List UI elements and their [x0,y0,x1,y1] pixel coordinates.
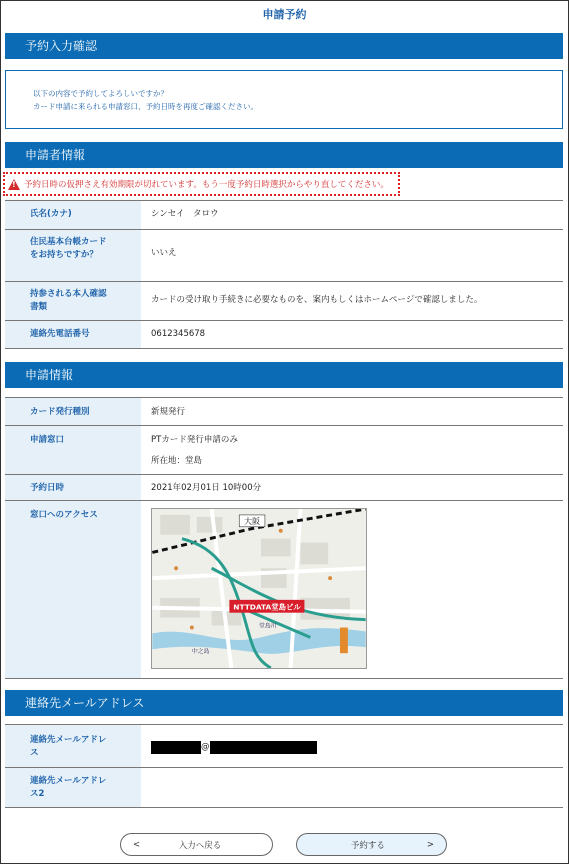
table-row [5,475,563,501]
redacted-email-user [151,741,201,754]
expiry-warning [3,172,400,196]
access-label: 窓口へのアクセス [5,501,141,678]
email2-label: 連絡先メールアドレス2 [5,768,141,807]
email-value [141,725,563,767]
confirm-section-header: 予約入力確認 [5,33,563,59]
table-row [5,230,563,282]
map-label-dojimagawa: 堂島川 [259,623,277,630]
juki-card-label: 住民基本台帳カードをお持ちですか？ [5,230,141,281]
access-map [151,508,367,669]
reserve-button-label: 予約する [350,840,385,851]
application-table [5,397,563,679]
email-label: 連絡先メールアドレス [5,725,141,767]
window-label: 申請窓口 [5,426,141,474]
email-section-header: 連絡先メールアドレス [5,690,563,716]
juki-card-value: いいえ [151,248,177,258]
applicant-table [5,200,563,349]
table-row [5,282,563,321]
forward-arrow-icon: > [426,839,434,850]
email2-value [141,768,563,807]
email-at-sign: @ [201,742,210,752]
datetime-label: 予約日時 [5,475,141,500]
table-row [5,426,563,475]
back-arrow-icon: < [133,839,141,850]
redacted-email-domain [210,741,317,754]
phone-value: 0612345678 [151,329,206,339]
map-label-osaka: 大阪 [244,516,260,526]
datetime-value: 2021年02月01日 10時00分 [151,483,262,493]
card-type-label: カード発行種別 [5,398,141,425]
phone-label: 連絡先電話番号 [5,321,141,348]
window-location: 所在地：堂島 [151,456,203,466]
table-row [5,321,563,349]
name-kana-label: 氏名(カナ) [5,201,141,229]
application-section-header: 申請情報 [5,362,563,388]
id-document-value: カードの受け取り手続きに必要なものを、案内もしくはホームページで確認しました。 [151,295,483,305]
reserve-button[interactable] [296,833,447,856]
name-kana-value: シンセイ タロウ [151,209,219,219]
expiry-warning-text: 予約日時の仮押さえ有効期限が切れています。もう一度予約日時選択からやり直してください。 [24,180,389,190]
back-button-label: 入力へ戻る [178,840,222,851]
page-title: 申請予約 [262,8,307,21]
table-row [5,501,563,679]
applicant-section-header: 申請者情報 [5,142,563,168]
table-row [5,725,563,768]
table-row [5,398,563,426]
confirm-message-box [5,70,563,129]
confirm-message-line1: 以下の内容で予約してよろしいですか？ [33,89,168,98]
confirm-message-line2: カード申請に来られる申請窓口、予約日時を再度ご確認ください。 [33,102,258,111]
email-table [5,724,563,808]
card-type-value: 新規発行 [151,407,186,417]
table-row [5,201,563,230]
warning-icon [8,179,20,190]
map-label-building: NTTDATA堂島ビル [233,602,301,612]
back-to-input-button[interactable] [120,833,273,856]
table-row [5,768,563,808]
access-value [141,501,563,678]
window-name: PTカード発行申請のみ [151,435,238,445]
window-value [141,426,563,474]
id-document-label: 持参される本人確認書類 [5,282,141,320]
map-label-nakanoshima: 中之島 [191,649,210,656]
